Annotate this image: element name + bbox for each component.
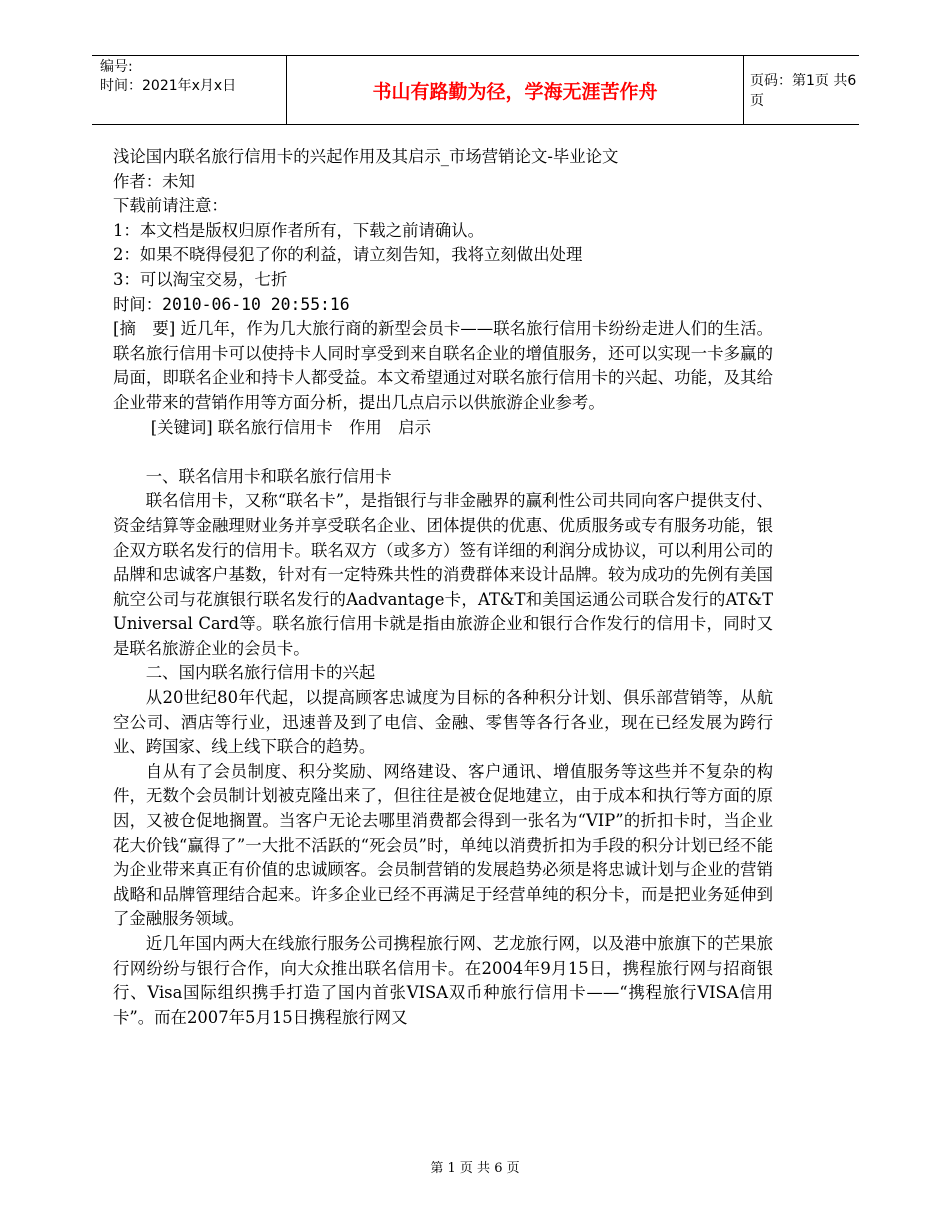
header-left-cell (92, 56, 286, 124)
page-footer: 第 1 页 共 6 页 (430, 1161, 520, 1176)
download-notice: 下载前请注意： (113, 196, 228, 216)
document-author: 作者：未知 (113, 171, 195, 191)
document-time: 时间：2010-06-10 20:55:16 (113, 294, 350, 314)
section-1-heading: 一、联名信用卡和联名旅行信用卡 (145, 466, 392, 486)
notice-item-3: 3：可以淘宝交易，七折 (113, 269, 288, 289)
header-motto: 书山有路勤为径，学海无涯苦作舟 (286, 56, 744, 124)
section-2-paragraph-3: 近几年国内两大在线旅行服务公司携程旅行网、艺龙旅行网，以及港中旅旗下的芒果旅行网纷纷与银行合作，向大众推出联名信用卡。在2004年9月15日，携程旅行网与招商银行、Visa国际组织携手打造了国内首张VISA双币种旅行信用卡——“携程旅行VISA信用卡”。而在2007年5月15日携程旅行网又 (113, 934, 773, 1027)
notice-item-1: 1：本文档是版权归原作者所有，下载之前请确认。 (113, 220, 485, 240)
section-2-heading: 二、国内联名旅行信用卡的兴起 (145, 663, 376, 683)
keywords-line: [关键词] 联名旅行信用卡 作用 启示 (150, 417, 431, 437)
document-title: 浅论国内联名旅行信用卡的兴起作用及其启示_市场营销论文-毕业论文 (113, 147, 619, 166)
section-2-paragraph-2: 自从有了会员制度、积分奖励、网络建设、客户通讯、增值服务等这些并不复杂的构件，无数个会员制计划被克隆出来了，但往往是被仓促地建立，由于成本和执行等方面的原因，又被仓促地搁置。当客户无论去哪里消费都会得到一张名为“VIP”的折扣卡时，当企业花大价钱“赢得了”一大批不活跃的“死会员”时，单纯以消费折扣为手段的积分计划已经不能为企业带来真正有价值的忠诚顾客。会员制营销的发展趋势必须是将忠诚计划与企业的营销战略和品牌管理结合起来。许多企业已经不再满足于经营单纯的积分卡，而是把业务延伸到了金融服务领域。 (113, 761, 773, 929)
notice-item-2: 2：如果不晓得侵犯了你的利益，请立刻告知，我将立刻做出处理 (113, 245, 583, 265)
document-body (113, 145, 773, 1030)
blank-line (113, 440, 773, 465)
header-number-label: 编号: (100, 59, 133, 75)
section-1-paragraph-1: 联名信用卡，又称“联名卡”，是指银行与非金融界的赢利性公司共同向客户提供支付、资金结算等金融理财业务并享受联名企业、团体提供的优惠、优质服务或专有服务功能，银企双方联名发行的信用卡。联名双方（或多方）签有详细的利润分成协议，可以利用公司的品牌和忠诚客户基数，针对有一定特殊共性的消费群体来设计品牌。较为成功的先例有美国航空公司与花旗银行联名发行的Aadvantage卡，AT&T和美国运通公司联合发行的AT&T Universal Card等。联名旅行信用卡就是指由旅游企业和银行合作发行的信用卡，同时又是联名旅游企业的会员卡。 (113, 491, 773, 658)
abstract-paragraph: [摘 要] 近几年，作为几大旅行商的新型会员卡——联名旅行信用卡纷纷走进人们的生活。联名旅行信用卡可以使持卡人同时享受到来自联名企业的增值服务，还可以实现一卡多赢的局面，即联名企业和持卡人都受益。本文希望通过对联名旅行信用卡的兴起、功能，及其给企业带来的营销作用等方面分析，提出几点启示以供旅游企业参考。 (113, 319, 773, 412)
page-header (92, 55, 859, 125)
header-time-label: 时间：2021年x月x日 (100, 78, 237, 94)
header-page-info: 页码：第1页 共6页 (750, 73, 857, 109)
section-2-paragraph-1: 从20世纪80年代起，以提高顾客忠诚度为目标的各种积分计划、俱乐部营销等，从航空公司、酒店等行业，迅速普及到了电信、金融、零售等各行各业，现在已经发展为跨行业、跨国家、线上线下联合的趋势。 (113, 688, 773, 757)
